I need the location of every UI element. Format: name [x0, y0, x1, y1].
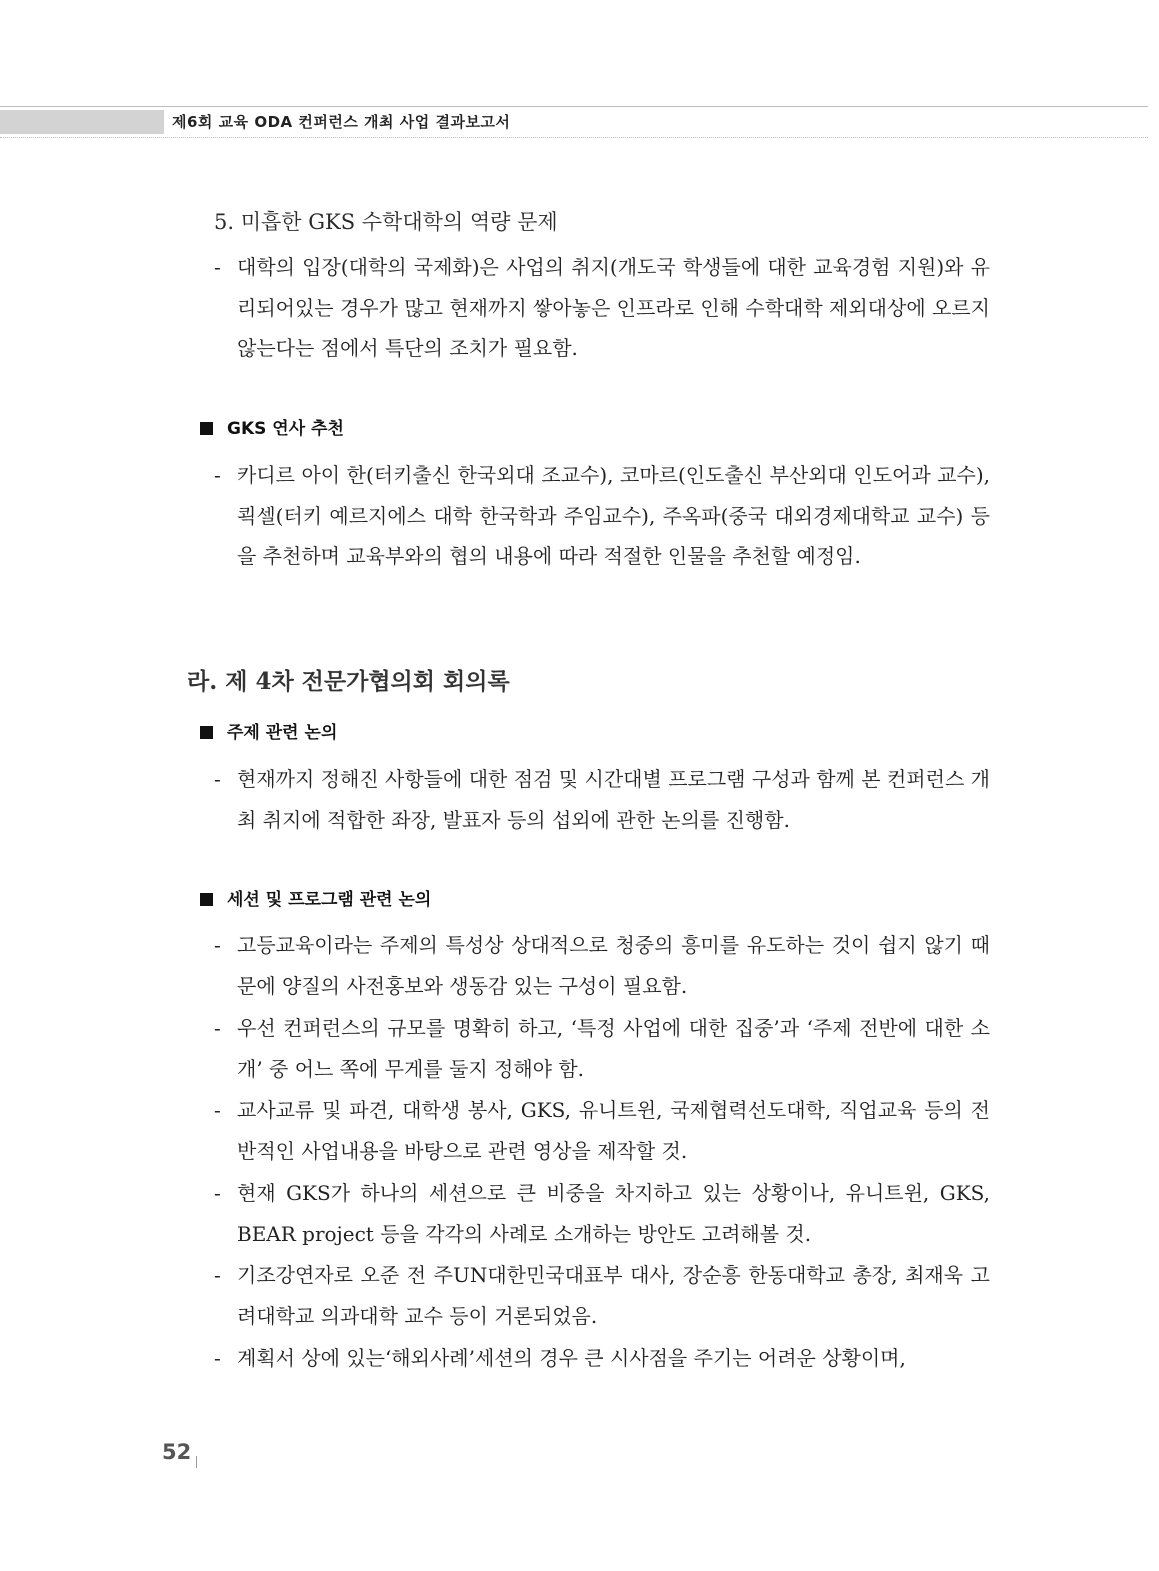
dash-bullet: -	[214, 463, 221, 487]
list-item-text: 대학의 입장(대학의 국제화)은 사업의 취지(개도국 학생들에 대한 교육경험 지원)와 유리되어있는 경우가 많고 현재까지 쌓아놓은 인프라로 인해 수학대학 제외대상에 오르지 않는다는 점에서 특단의 조치가 필요함.	[237, 255, 990, 360]
header-rule	[0, 106, 1148, 107]
dash-bullet: -	[214, 933, 221, 957]
list-item	[214, 455, 990, 577]
list-item	[214, 1338, 990, 1379]
session-discussion-heading	[200, 887, 431, 913]
dash-bullet: -	[214, 1346, 221, 1370]
list-item-text: 계획서 상에 있는‘해외사례’세션의 경우 큰 시사점을 주기는 어려운 상황이며,	[237, 1346, 906, 1370]
square-bullet-icon	[200, 726, 213, 739]
dash-bullet: -	[214, 767, 221, 791]
list-item	[214, 247, 990, 369]
section-heading-ra: 라. 제 4차 전문가협의회 회의록	[187, 668, 510, 695]
page-number: 52	[162, 1440, 192, 1464]
header-tab-block	[0, 110, 164, 134]
session-discussion-heading-label: 세션 및 프로그램 관련 논의	[227, 890, 432, 910]
square-bullet-icon	[200, 893, 213, 906]
square-bullet-icon	[200, 422, 213, 435]
list-item-text: 기조강연자로 오준 전 주UN대한민국대표부 대사, 장순흥 한동대학교 총장, 최재욱 고려대학교 의과대학 교수 등이 거론되었음.	[237, 1263, 990, 1328]
dash-bullet: -	[214, 1016, 221, 1040]
dash-bullet: -	[214, 1181, 221, 1205]
header-dotted-rule	[0, 137, 1148, 138]
page-number-divider	[196, 1456, 197, 1468]
list-item	[214, 925, 990, 1006]
topic-discussion-heading-label: 주제 관련 논의	[227, 723, 338, 743]
dash-bullet: -	[214, 1098, 221, 1122]
list-item-text: 현재 GKS가 하나의 세션으로 큰 비중을 차지하고 있는 상황이나, 유니트윈, GKS, BEAR project 등을 각각의 사례로 소개하는 방안도 고려해볼 것.	[237, 1181, 990, 1246]
list-item-text: 현재까지 정해진 사항들에 대한 점검 및 시간대별 프로그램 구성과 함께 본 컨퍼런스 개최 취지에 적합한 좌장, 발표자 등의 섭외에 관한 논의를 진행함.	[237, 767, 990, 832]
list-item	[214, 1090, 990, 1171]
list-item-text: 교사교류 및 파견, 대학생 봉사, GKS, 유니트윈, 국제협력선도대학, 직업교육 등의 전반적인 사업내용을 바탕으로 관련 영상을 제작할 것.	[237, 1098, 990, 1163]
list-item	[214, 1255, 990, 1336]
gks-speaker-heading-label: GKS 연사 추천	[227, 419, 344, 439]
sub-heading-5: 5. 미흡한 GKS 수학대학의 역량 문제	[214, 210, 558, 234]
list-item	[214, 1008, 990, 1089]
list-item	[214, 1173, 990, 1254]
list-item-text: 고등교육이라는 주제의 특성상 상대적으로 청중의 흥미를 유도하는 것이 쉽지 않기 때문에 양질의 사전홍보와 생동감 있는 구성이 필요함.	[237, 933, 990, 998]
dash-bullet: -	[214, 1263, 221, 1287]
running-header-title: 제6회 교육 ODA 컨퍼런스 개최 사업 결과보고서	[172, 113, 511, 131]
list-item	[214, 759, 990, 840]
list-item-text: 카디르 아이 한(터키출신 한국외대 조교수), 코마르(인도출신 부산외대 인도어과 교수), 쾩셀(터키 예르지에스 대학 한국학과 주임교수), 주옥파(중국 대외경제대학교 교수) 등을 추천하며 교육부와의 협의 내용에 따라 적절한 인물을 추천할 예정임.	[237, 463, 990, 568]
dash-bullet: -	[214, 255, 221, 279]
gks-speaker-heading	[200, 416, 344, 442]
list-item-text: 우선 컨퍼런스의 규모를 명확히 하고, ‘특정 사업에 대한 집중’과 ‘주제 전반에 대한 소개’ 중 어느 쪽에 무게를 둘지 정해야 함.	[237, 1016, 990, 1081]
topic-discussion-heading	[200, 720, 337, 746]
